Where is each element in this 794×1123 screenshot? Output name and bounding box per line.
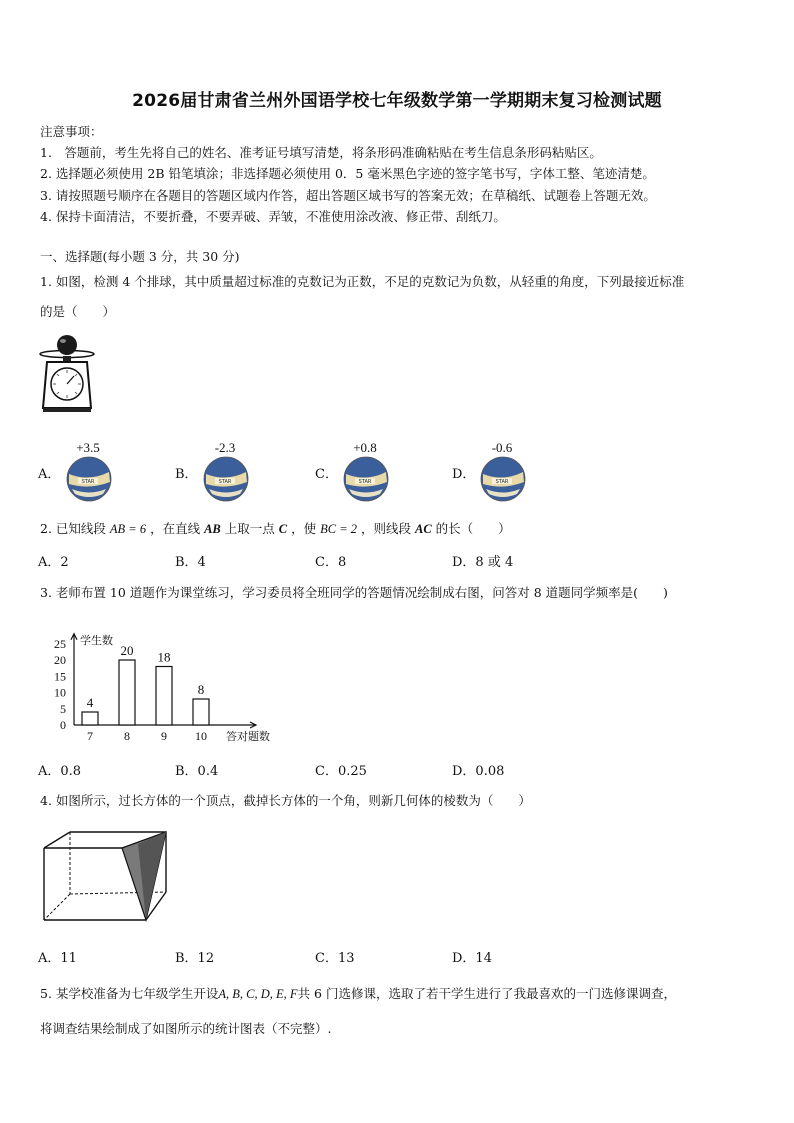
bar-value-label: 18 [157, 649, 171, 665]
svg-text:STAR: STAR [495, 479, 509, 485]
q1-option-d-label: D． [452, 467, 476, 482]
q2-math-bc: BC = 2 [320, 522, 358, 536]
y-tick-label: 15 [54, 669, 66, 684]
q2-option-b[interactable]: B．4 [175, 555, 206, 570]
volleyball-icon [203, 456, 249, 502]
bar-value-label: 8 [197, 682, 205, 697]
y-tick-label: 25 [54, 636, 66, 651]
q1-option-d[interactable] [452, 440, 542, 500]
q4-option-d[interactable]: D．14 [452, 951, 492, 966]
q3-bar-chart [40, 624, 280, 746]
chart-bars [82, 660, 209, 725]
volleyball-icon [66, 456, 112, 502]
q5-math-courses: A, B, C, D, E, F [218, 987, 298, 1001]
q1-text-line2: 的是（ ） [40, 304, 116, 319]
scale-image [38, 334, 96, 414]
q5-text-line1 [40, 984, 676, 1002]
q1-option-a-value: +3.5 [76, 440, 100, 455]
q5-text-line2: 将调查结果绘制成了如图所示的统计图表（不完整）. [40, 1021, 332, 1036]
q2-math-ac: AC [415, 522, 432, 536]
volleyball-icon [343, 456, 389, 502]
svg-text:STAR: STAR [358, 479, 372, 485]
q2-text-part: 的长（ ） [435, 521, 511, 536]
q2-text-part: 上取一点 [224, 521, 275, 536]
q1-option-c-label: C． [315, 467, 338, 482]
q4-option-c[interactable]: C．13 [315, 951, 355, 966]
q3-text: 3. 老师布置 10 道题作为课堂练习，学习委员将全班同学的答题情况绘制成右图，问答对 8 道题同学频率是( ) [40, 585, 668, 600]
q4-text: 4. 如图所示，过长方体的一个顶点，截掉长方体的一个角，则新几何体的棱数为（ ） [40, 793, 531, 808]
bar [193, 699, 209, 725]
notice-item-2: 2. 选择题必须使用 2B 铅笔填涂；非选择题必须使用 0．5 毫米黑色字迹的签字笔书写，字体工整、笔迹清楚。 [40, 166, 655, 181]
q2-text-part: 2. 已知线段 [40, 521, 106, 536]
q4-option-b[interactable]: B．12 [175, 951, 215, 966]
exam-title: 2026届甘肃省兰州外国语学校七年级数学第一学期期末复习检测试题 [132, 91, 662, 111]
q2-option-a[interactable]: A．2 [38, 555, 69, 570]
q1-option-a-label: A． [38, 467, 61, 482]
section-heading: 一、选择题(每小题 3 分，共 30 分) [40, 249, 240, 264]
bar [82, 712, 98, 725]
q3-option-a[interactable]: A．0.8 [38, 764, 82, 779]
q2-option-d[interactable]: D．8 或 4 [452, 555, 514, 570]
q1-option-c[interactable] [315, 440, 405, 500]
q4-option-a[interactable]: A．11 [38, 951, 77, 966]
q2-math-point: C [278, 522, 288, 536]
q2-math-ab: AB = 6 [109, 522, 147, 536]
x-tick-label: 9 [161, 729, 167, 743]
q2-text-part: ，在直线 [150, 521, 201, 536]
q1-option-b-label: B． [175, 467, 198, 482]
y-tick-label: 20 [54, 653, 66, 667]
q3-option-b[interactable]: B．0.4 [175, 764, 219, 779]
svg-text:STAR: STAR [218, 479, 232, 485]
y-tick-label: 10 [54, 685, 66, 700]
y-tick-label: 0 [60, 718, 66, 732]
q1-option-a[interactable] [38, 440, 128, 500]
q3-option-d[interactable]: D．0.08 [452, 764, 505, 779]
notice-heading: 注意事项： [40, 124, 103, 139]
x-tick-label: 8 [124, 729, 130, 743]
bar-value-label: 20 [120, 643, 134, 658]
volleyball-icon [480, 456, 526, 502]
q2-text [40, 519, 511, 537]
q2-text-part: ，则线段 [361, 521, 412, 536]
q2-text-part: ，使 [291, 521, 317, 536]
q2-option-c[interactable]: C．8 [315, 555, 347, 570]
x-axis-label: 答对题数 [226, 730, 270, 743]
q5-text-part: 5. 某学校准备为七年级学生开设 [40, 986, 219, 1001]
y-axis-label: 学生数 [80, 633, 113, 647]
svg-text:STAR: STAR [81, 479, 95, 485]
q1-option-b-value: -2.3 [214, 440, 236, 455]
bar [119, 660, 135, 725]
y-tick-label: 5 [60, 701, 66, 716]
q3-option-c[interactable]: C．0.25 [315, 764, 367, 779]
q2-math-line: AB [204, 522, 221, 536]
notice-item-4: 4. 保持卡面清洁，不要折叠，不要弄破、弄皱，不准使用涂改液、修正带、刮纸刀。 [40, 209, 506, 224]
bar-value-label: 4 [86, 695, 94, 710]
cuboid-figure [42, 828, 172, 924]
bar [156, 667, 172, 726]
q1-option-b[interactable] [175, 440, 265, 500]
q5-text-part: 共 6 门选修课，选取了若干学生进行了我最喜欢的一门选修课调查， [297, 986, 676, 1001]
notice-item-3: 3. 请按照题号顺序在各题目的答题区域内作答，超出答题区域书写的答案无效；在草稿纸、试题卷上答题无效。 [40, 188, 656, 203]
q1-text-line1: 1. 如图，检测 4 个排球，其中质量超过标准的克数记为正数，不足的克数记为负数，从轻重的角度，下列最接近标准 [40, 274, 685, 289]
x-tick-label: 10 [195, 729, 207, 743]
q1-option-d-value: -0.6 [491, 440, 513, 455]
x-tick-label: 7 [87, 729, 93, 743]
notice-item-1: 1. 答题前，考生先将自己的姓名、准考证号填写清楚，将条形码准确粘贴在考生信息条形码粘贴区。 [40, 145, 602, 160]
q1-option-c-value: +0.8 [353, 440, 377, 455]
